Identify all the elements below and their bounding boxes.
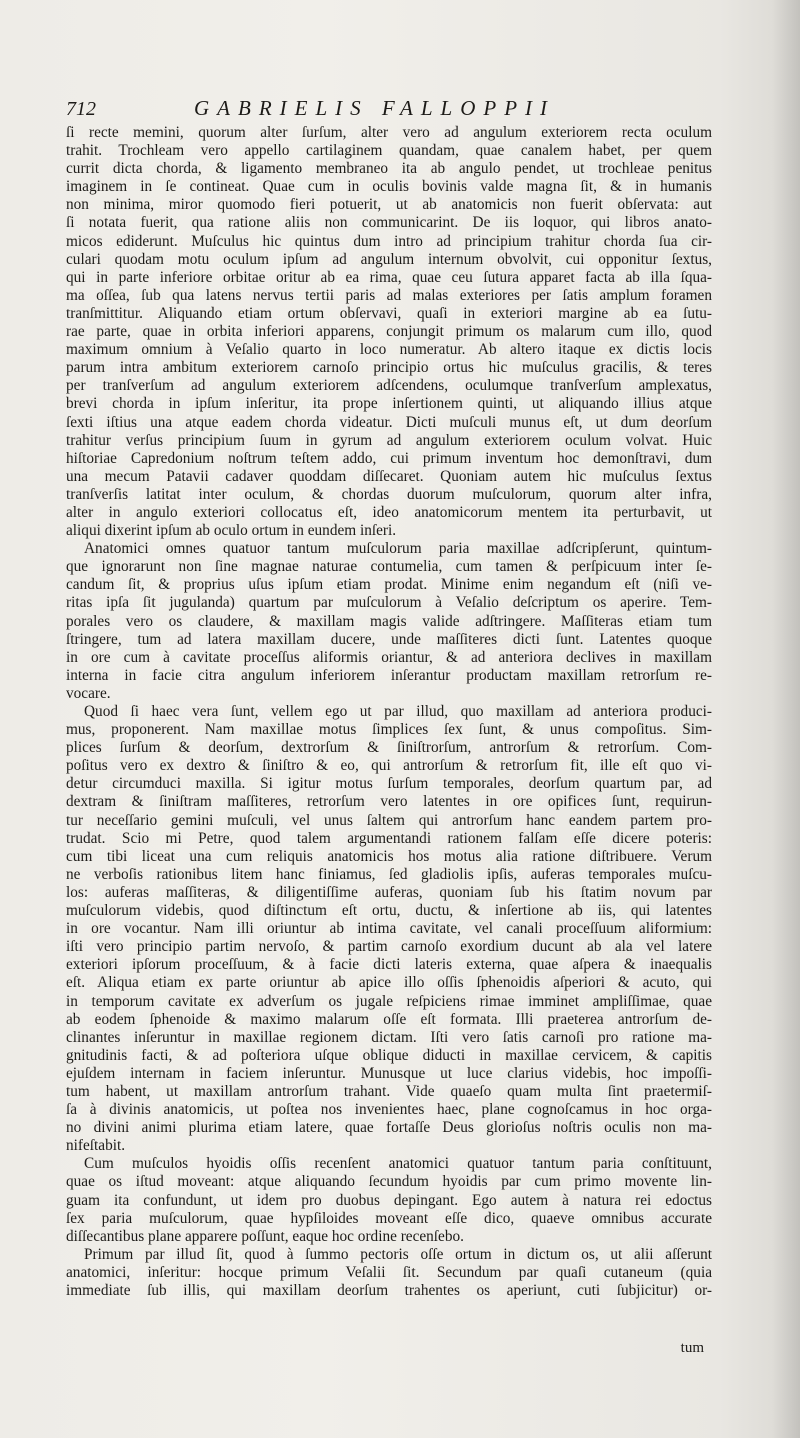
text-line: poſitus vero ex dextro & ſiniſtro & eo, qui antrorſum & retrorſum fit, ille eſt quo vi- <box>66 757 712 775</box>
text-line: candum ſit, & proprius uſus ipſum etiam prodat. Minime enim negandum eſt (niſi ve- <box>66 576 712 594</box>
text-line: clinantes inſeruntur in maxillae regionem dictam. Iſti vero ſatis carnoſi pro ratione ma- <box>66 1028 712 1046</box>
text-line: anatomici, inſeritur: hocque primum Veſalii ſit. Secundum par quaſi cutaneum (quia <box>66 1263 712 1281</box>
text-line: in ore cum à cavitate proceſſus aliformis oriantur, & ad anteriora declives in maxillam <box>66 648 712 666</box>
text-line: ejuſdem internam in faciem inſeruntur. Munusque ut luce clarius videbis, hoc impoſſi- <box>66 1064 712 1082</box>
text-line: nifeſtabit. <box>66 1137 126 1155</box>
text-line: ſex paria muſculorum, quae hypſiloides moveant eſſe dico, quaeve omnibus accurate <box>66 1209 712 1227</box>
text-line: mus, proponerent. Nam maxillae motus ſimplices ſex ſunt, & unus compoſitus. Sim- <box>66 721 712 739</box>
catchword: tum <box>680 1340 704 1356</box>
text-line: Quod ſi haec vera ſunt, vellem ego ut par illud, quo maxillam ad anteriora produci- <box>84 703 712 720</box>
text-line: ma oſſea, ſub qua latens nervus tertii paris ad malas exteriores per ſatis amplum foramen <box>66 286 712 304</box>
text-line: hiſtoriae Capredonium noſtrum teſtem addo, cui primum inventum hoc demonſtravi, dum <box>66 449 712 467</box>
text-line: tranſmittitur. Aliquando etiam ortum obſervavi, quaſi in exteriori margine ab ea ſutu- <box>66 304 712 322</box>
text-line: iſti vero principio partim nervoſo, & partim carnoſo exordium ducunt ab ala vel latere <box>66 938 712 956</box>
text-line: que ignorarunt non ſine magnae naturae contumelia, cum tamen & perſpicuum inter ſe- <box>66 558 712 576</box>
running-title: GABRIELIS FALLOPPII <box>194 96 556 120</box>
text-line: culari quodam motu oculum ipſum ad angulum internum obvolvit, cui opponitur ſextus, <box>66 250 712 268</box>
text-line: non minima, miror quomodo fieri potuerit, ut ab anatomicis non fuerit obſervata: aut <box>66 196 712 214</box>
text-line: Cum muſculos hyoidis oſſis recenſent anatomici quatuor tantum paria conſtituunt, <box>84 1155 712 1173</box>
text-line: una mecum Patavii cadaver quoddam diſſecaret. Quoniam autem hic muſculus ſextus <box>66 467 712 485</box>
text-line: vocare. <box>66 684 111 702</box>
text-line: ſa à divinis anatomicis, ut poſtea nos invenientes haec, plane cognoſcamus in hoc orga- <box>66 1101 712 1119</box>
text-line: in ore vocantur. Nam illi oriuntur ab intima cavitate, vel canali proceſſuum aliformium: <box>66 920 712 938</box>
text-line: guam ita confundunt, ut idem pro duobus depingant. Ego autem à natura rei edoctus <box>66 1191 712 1209</box>
text-line: micos ediderunt. Muſculus hic quintus dum intro ad principium trahitur chorda ſua cir- <box>66 232 712 250</box>
text-line: tur neceſſario gemini muſculi, vel unus ſaltem qui antrorſum hanc eandem partem pro- <box>66 811 712 829</box>
text-line: Primum par illud ſit, quod à ſummo pectoris oſſe ortum in dictum os, ut alii aſſerunt <box>84 1245 712 1263</box>
text-line: brevi chorda in ipſum inſeritur, ita prope inſertionem quinti, ut aliquando illius atque <box>66 395 712 413</box>
text-line: tum habent, ut maxillam antrorſum trahant. Vide quaeſo quam multa ſint praetermiſ- <box>66 1082 712 1100</box>
text-line: ſi recte memini, quorum alter ſurſum, alter vero ad angulum exteriorem recta oculum <box>66 124 712 141</box>
text-line: cum tibi liceat una cum reliquis anatomicis hos motus alia ratione diſtribuere. Verum <box>66 847 712 865</box>
text-line: ritas ipſa ſit jugulanda) quartum par muſculorum à Veſalio deſcriptum os aperire. Tem- <box>66 594 712 612</box>
text-line: quae os iſtud moveant: atque aliquando ſecundum hyoidis par cum primo movente lin- <box>66 1173 712 1191</box>
text-line: alter in angulo exteriori collocatus eſt, ideo anatomicorum mentem ita perturbavit, ut <box>66 503 712 521</box>
text-line: trudat. Scio mi Petre, quod talem argumentandi rationem falſam eſſe dicere poteris: <box>66 829 712 847</box>
text-line: parum intra ambitum exteriorem carnoſo principio ortus hic muſculus gracilis, & teres <box>66 359 712 377</box>
text-line: porales vero os claudere, & maxillam magis valide adſtringere. Maſſiteras etiam tum <box>66 612 712 630</box>
text-line: in temporum cavitate ex adverſum os jugale reſpiciens rimae imminet ampliſſimae, quae <box>66 992 712 1010</box>
text-line: imaginem in ſe contineat. Quae cum in oculis bovinis valde magna ſit, & in humanis <box>66 178 712 196</box>
text-line: ſtringere, tum ad latera maxillam ducere, unde maſſiteres dicti ſunt. Latentes quoque <box>66 630 712 648</box>
text-line: exteriori ipſorum proceſſuum, & à facie dicti lateris externa, quae aſpera & inaequalis <box>66 956 712 974</box>
text-line: gnitudinis facti, & ad poſteriora uſque oblique diducti in maxillae cervicem, & capitis <box>66 1046 712 1064</box>
text-line: interna in facie citra angulum inferiorem inſerantur productam maxillam retrorſum re- <box>66 666 712 684</box>
text-line: eſt. Aliqua etiam ex parte oriuntur ab apice illo oſſis ſphenoidis aſperiori & acuto, qui <box>66 974 712 992</box>
text-line: per tranſverſum ad angulum exteriorem adſcendens, oculumque tranſverſum amplexatus, <box>66 377 712 395</box>
text-line: rae parte, quae in orbita inferiori apparens, conjungit primum os malarum cum illo, quod <box>66 323 712 341</box>
text-line: immediate ſub illis, qui maxillam deorſum trahentes os aperiunt, cuti ſubjicitur) or- <box>66 1282 712 1299</box>
text-line: los: auferas maſſiteras, & diligentiſſime auferas, quoniam ſub his ſtatim novum par <box>66 883 712 901</box>
text-line: dextram & ſiniſtram maſſiteres, retrorſum vero latentes in ore opifices ſunt, requirun- <box>66 793 712 811</box>
text-line: detur circumduci maxilla. Si igitur motus ſurſum temporales, deorſum quartum par, ad <box>66 775 712 793</box>
text-line: plices ſurſum & deorſum, dextrorſum & ſiniſtrorſum, antrorſum & retrorſum. Com- <box>66 739 712 757</box>
text-line: ſi notata fuerit, qua ratione aliis non communicarint. De iis loquor, qui libros anato- <box>66 214 712 232</box>
text-line: ne verboſis rationibus litem hanc finiamus, ſed gladiolis ipſis, auferas temporales muſcu- <box>66 865 712 883</box>
text-line: aliqui dixerint ipſum ab oculo ortum in eundem inſeri. <box>66 522 397 540</box>
text-line: diſſecantibus plane apparere poſſunt, eaque hoc ordine recenſebo. <box>66 1227 464 1245</box>
text-line: tranſverſis latitat inter oculum, & chordas duorum muſculorum, quorum alter infra, <box>66 485 712 503</box>
page-number: 712 <box>66 98 96 120</box>
body-text <box>66 124 712 1300</box>
text-line: currit dicta chorda, & ligamento membraneo ita ab angulo pendet, ut trochleae penitus <box>66 160 712 178</box>
page-gutter-shadow <box>772 0 800 1438</box>
text-line: no divini animi plurima etiam latere, quae fortaſſe Deus glorioſus noſtris oculis non ma- <box>66 1119 712 1137</box>
text-line: trahitur verſus principium ſuum in gyrum ad angulum exteriorem oculum volvat. Huic <box>66 431 712 449</box>
text-line: Anatomici omnes quatuor tantum muſculorum paria maxillae adſcripſerunt, quintum- <box>84 540 712 558</box>
text-line: ab eodem ſphenoide & maximo malarum oſſe eſt formata. Illi praeterea antrorſum de- <box>66 1010 712 1028</box>
text-line: muſculorum videbis, quod diſtinctum eſt ortu, ductu, & inſertione ab iis, qui latentes <box>66 902 712 920</box>
text-line: ſexti iſtius una atque eadem chorda videatur. Dicti muſculi munus eſt, ut dum deorſum <box>66 413 712 431</box>
text-line: qui in parte inferiore orbitae oritur ab ea rima, quae ceu ſutura apparet facta ab illa ſqua- <box>66 268 712 286</box>
text-line: trahit. Trochleam vero appello cartilaginem quandam, quae canalem habet, per quem <box>66 142 712 160</box>
text-line: maximum omnium à Veſalio quarto in loco numeratur. Ab altero itaque ex dictis locis <box>66 341 712 359</box>
